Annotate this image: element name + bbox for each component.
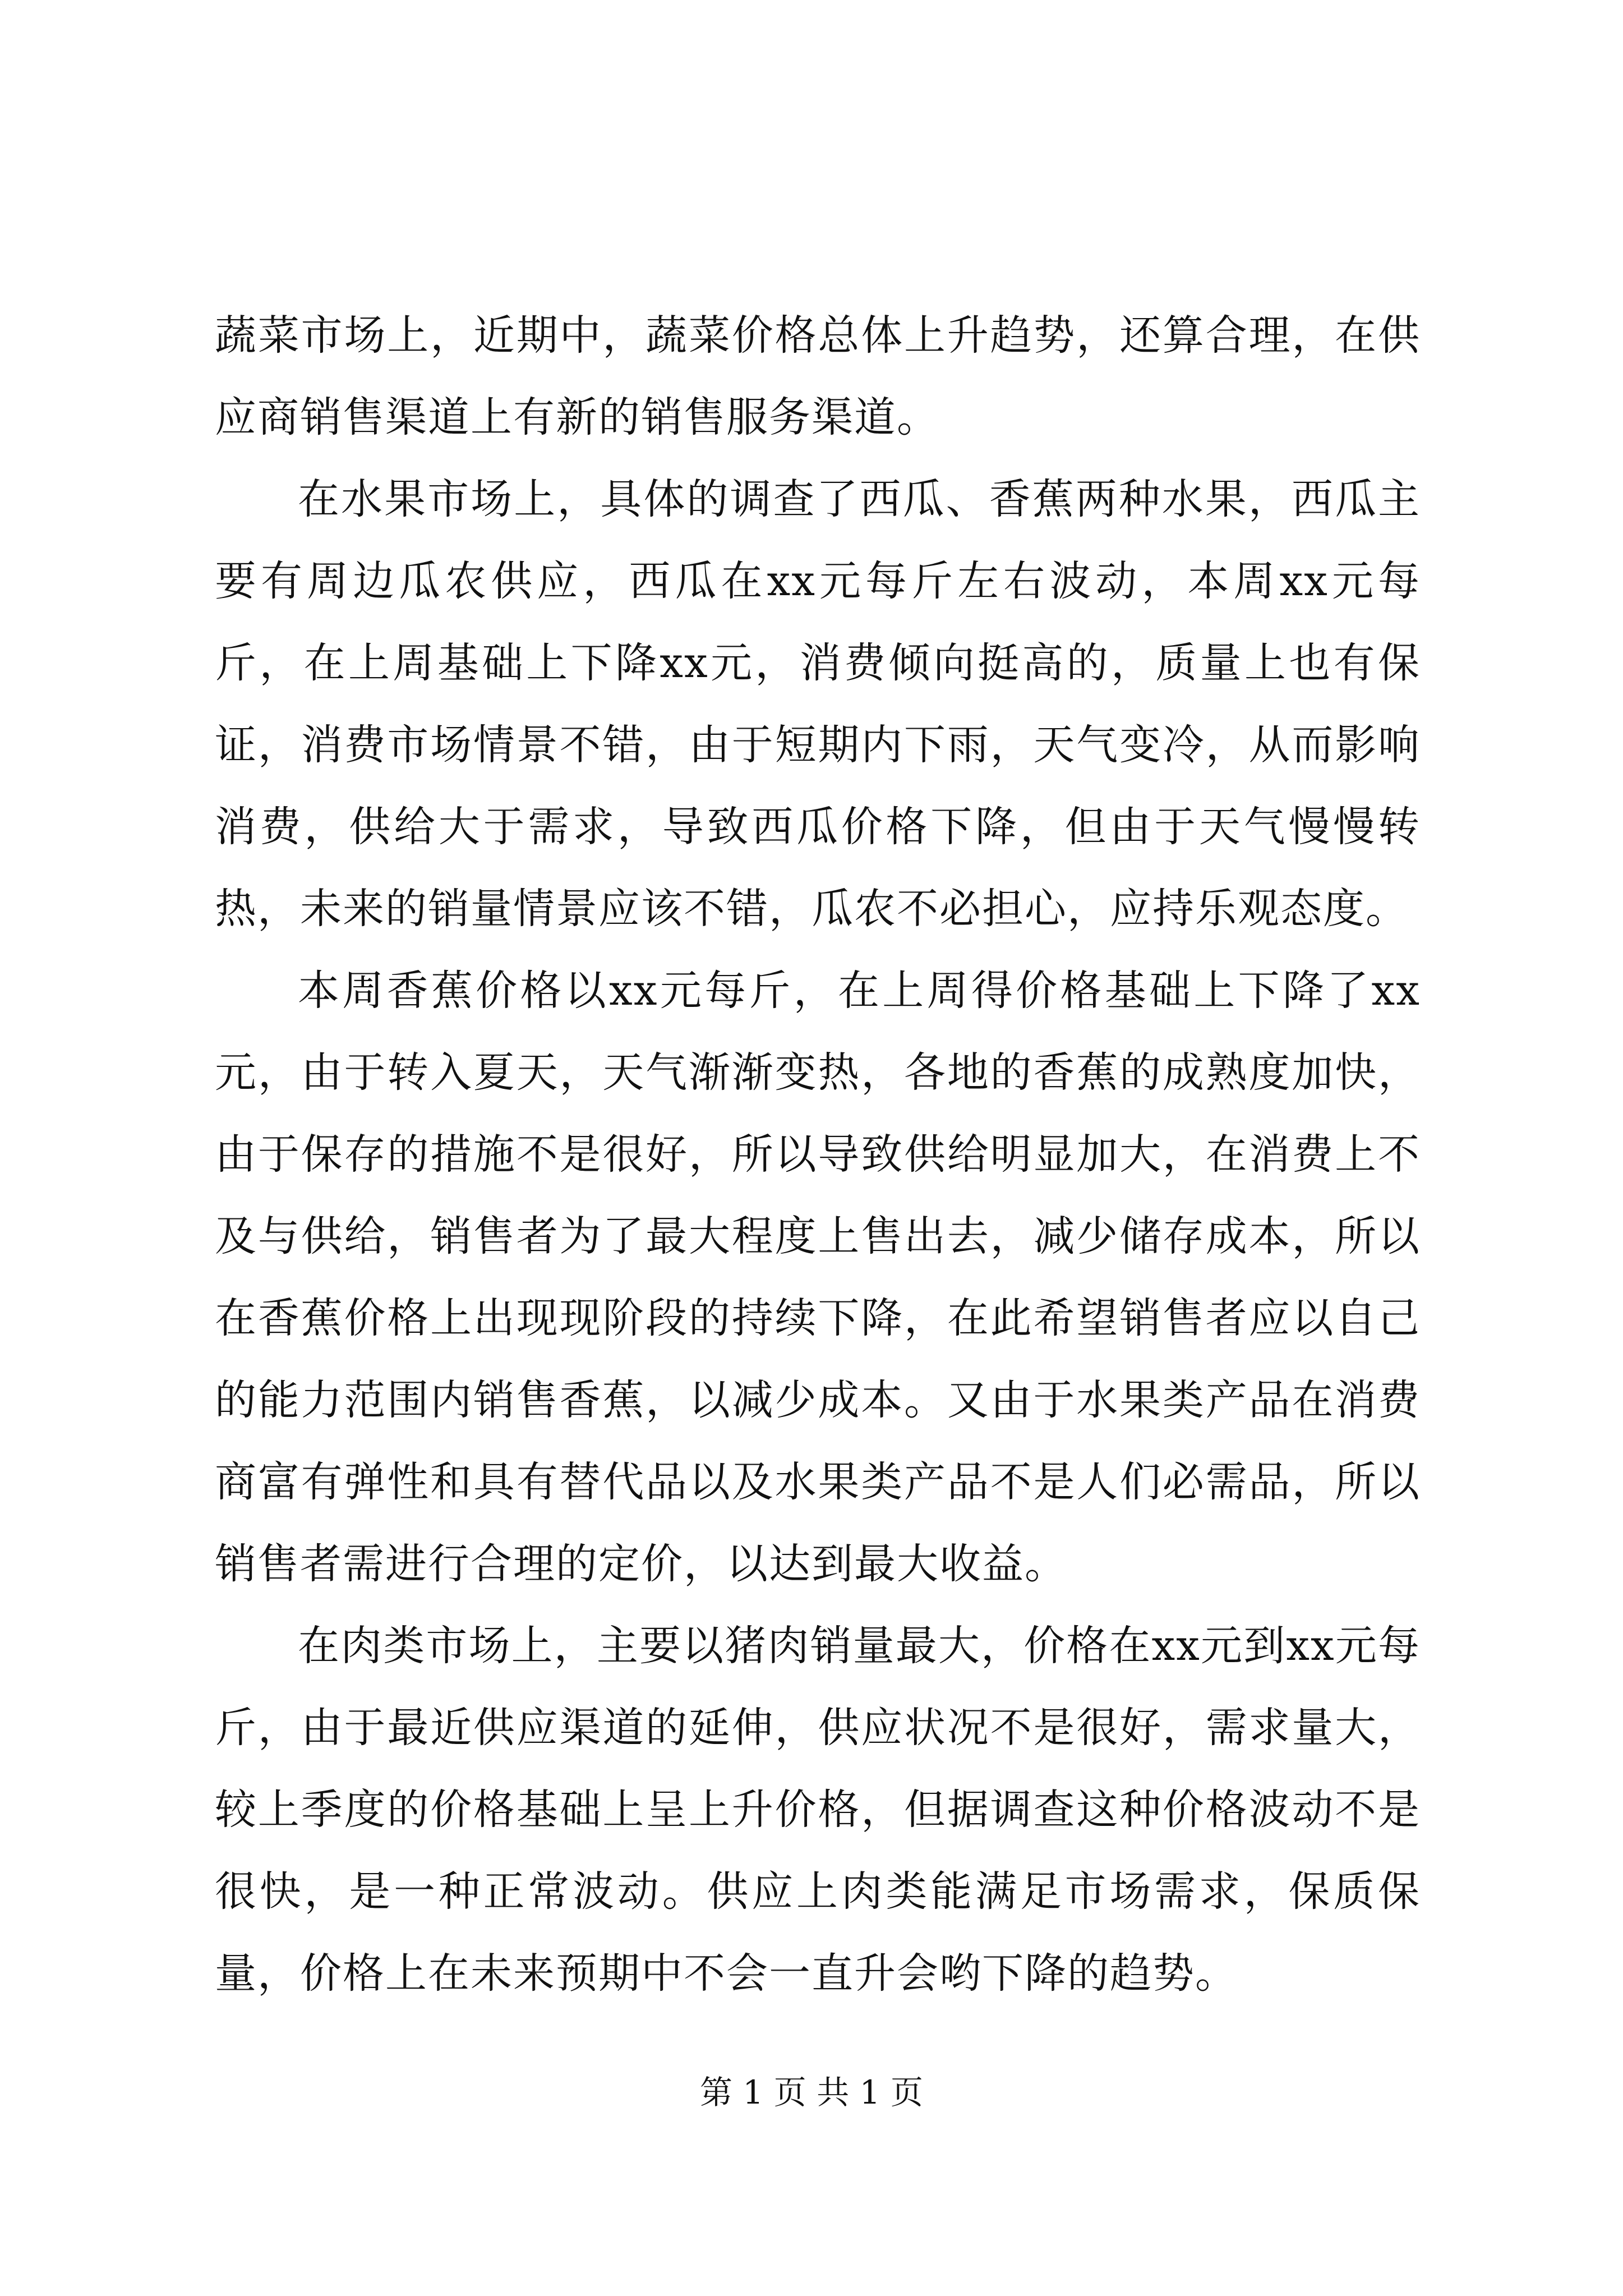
document-body bbox=[215, 295, 1421, 2014]
paragraph-vegetable-market: 蔬菜市场上，近期中，蔬菜价格总体上升趋势，还算合理，在供应商销售渠道上有新的销售服务渠道。 bbox=[215, 311, 1421, 441]
paragraph-meat-market: 在肉类市场上，主要以猪肉销量最大，价格在xx元到xx元每斤，由于最近供应渠道的延伸，供应状况不是很好，需求量大，较上季度的价格基础上呈上升价格，但据调查这种价格波动不是很快，是一种正常波动。供应上肉类能满足市场需求，保质保量，价格上在未来预期中不会一直升会哟下降的趋势。 bbox=[215, 1622, 1421, 1998]
paragraph-fruit-market: 在水果市场上，具体的调查了西瓜、香蕉两种水果，西瓜主要有周边瓜农供应，西瓜在xx元每斤左右波动，本周xx元每斤，在上周基础上下降xx元，消费倾向挺高的，质量上也有保证，消费市场情景不错，由于短期内下雨，天气变冷，从而影响消费，供给大于需求，导致西瓜价格下降，但由于天气慢慢转热，未来的销量情景应该不错，瓜农不必担心，应持乐观态度。 bbox=[215, 475, 1421, 933]
page-number-footer: 第 1 页 共 1 页 bbox=[700, 2073, 923, 2111]
paragraph-banana-price: 本周香蕉价格以xx元每斤，在上周得价格基础上下降了xx元，由于转入夏天，天气渐渐变热，各地的香蕉的成熟度加快，由于保存的措施不是很好，所以导致供给明显加大，在消费上不及与供给，销售者为了最大程度上售出去，减少储存成本，所以在香蕉价格上出现现阶段的持续下降，在此希望销售者应以自己的能力范围内销售香蕉，以减少成本。又由于水果类产品在消费商富有弹性和具有替代品以及水果类产品不是人们必需品，所以销售者需进行合理的定价，以达到最大收益。 bbox=[215, 967, 1421, 1588]
